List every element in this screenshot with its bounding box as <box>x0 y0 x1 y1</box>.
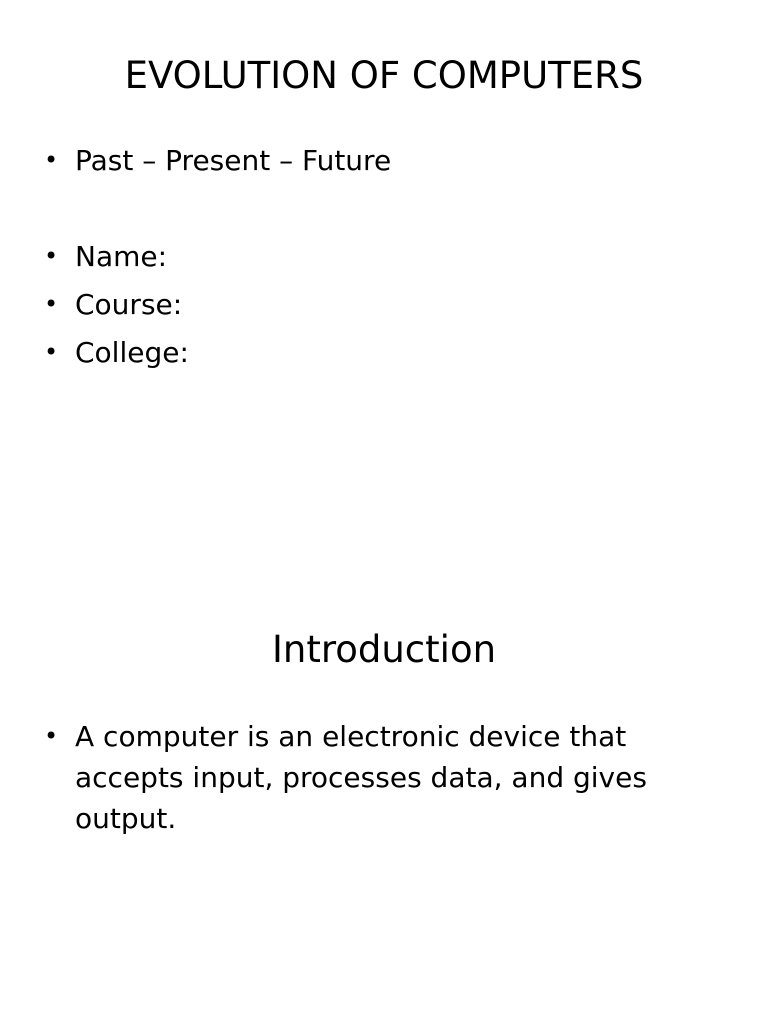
slide-title: Introduction <box>271 628 497 671</box>
bullet-text: College: <box>75 336 189 369</box>
bullet-list <box>44 716 664 839</box>
bullet-text: Past – Present – Future <box>75 144 392 177</box>
slide-title: EVOLUTION OF COMPUTERS <box>124 54 644 97</box>
bullet-text: Name: <box>75 240 168 273</box>
bullet-text: Course: <box>75 288 183 321</box>
bullet-item <box>44 140 684 188</box>
bullet-item <box>44 332 684 380</box>
bullet-item <box>44 284 684 332</box>
bullet-dot-icon: • <box>44 242 59 270</box>
bullet-dot-icon: • <box>44 290 59 318</box>
bullet-list <box>44 140 684 380</box>
bullet-item <box>44 236 684 284</box>
bullet-text: A computer is an electronic device that accepts input, processes data, and gives output. <box>75 720 647 835</box>
bullet-dot-icon: • <box>44 722 59 750</box>
bullet-dot-icon: • <box>44 338 59 366</box>
bullet-dot-icon: • <box>44 146 59 174</box>
slide-introduction <box>0 576 768 1024</box>
bullet-item <box>44 716 664 839</box>
